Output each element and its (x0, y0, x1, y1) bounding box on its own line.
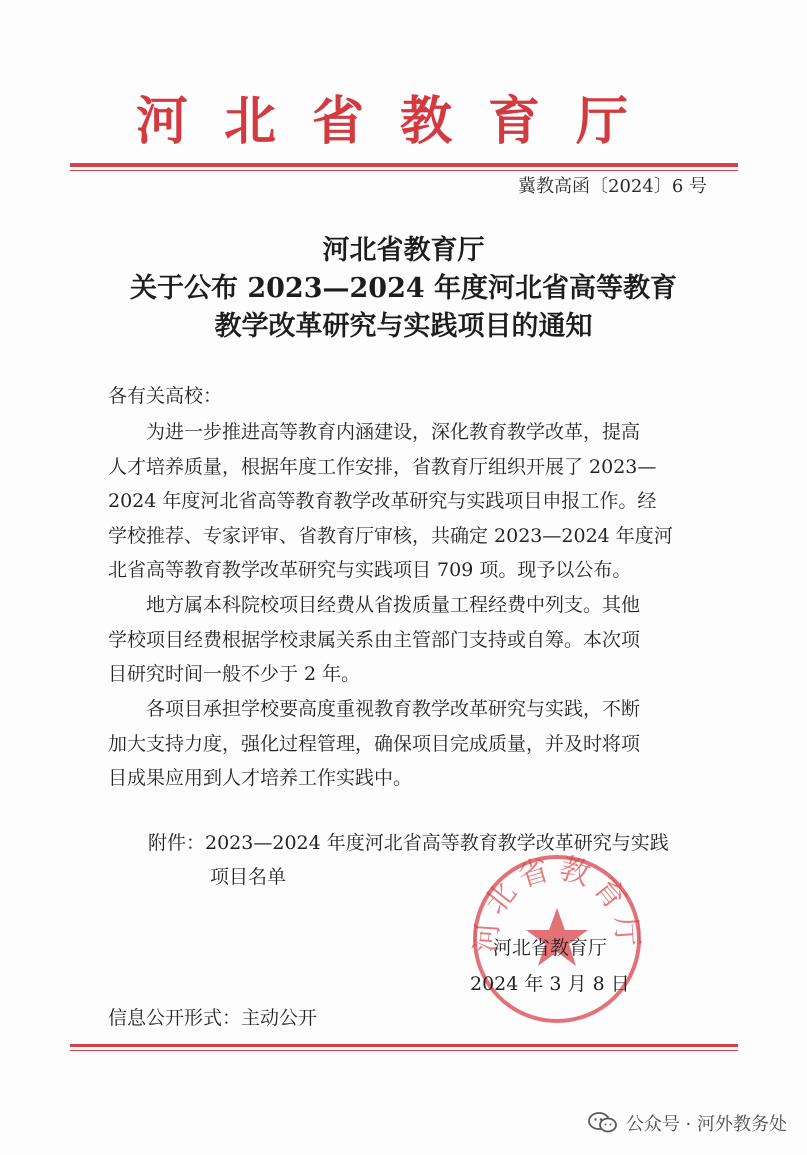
footer-rule-thick (70, 1044, 738, 1047)
attachment-line-1: 附件：2023—2024 年度河北省高等教育教学改革研究与实践 (148, 832, 669, 854)
signature-date: 2024 年 3 月 8 日 (470, 973, 630, 995)
paragraph-line: 北省高等教育教学改革研究与实践项目 709 项。现予以公布。 (108, 559, 632, 581)
paragraph-line: 人才培养质量，根据年度工作安排，省教育厅组织开展了 2023— (108, 455, 657, 478)
watermark-text: 公众号 · 河外教务处 (625, 1114, 787, 1135)
paragraph-line: 2024 年度河北省高等教育教学改革研究与实践项目申报工作。经 (108, 490, 657, 512)
signature-org: 河北省教育厅 (492, 937, 607, 959)
paragraph-line: 目研究时间一般不少于 2 年。 (108, 663, 361, 685)
paragraph-1 (108, 415, 708, 588)
paragraph-line: 为进一步推进高等教育内涵建设，深化教育教学改革，提高 (146, 421, 641, 443)
title-line-2: 关于公布 2023—2024 年度河北省高等教育 (129, 273, 678, 304)
seal-text: 河北省教育厅 (469, 850, 645, 954)
header-rule-thick (70, 163, 738, 167)
document-title (60, 232, 747, 346)
header-rule-thin (70, 170, 738, 171)
document-number: 冀教高函〔2024〕6 号 (518, 176, 707, 197)
attachment-line-2: 项目名单 (210, 866, 287, 888)
paragraph-line: 各项目承担学校要高度重视教育教学改革研究与实践，不断 (146, 698, 641, 720)
title-line-3: 教学改革研究与实践项目的通知 (214, 311, 593, 342)
paragraph-2 (108, 588, 708, 692)
paragraph-3 (108, 692, 708, 796)
footer-rule-thin (70, 1050, 738, 1051)
wechat-watermark (588, 1108, 787, 1138)
disclosure-form: 信息公开形式：主动公开 (108, 1007, 318, 1029)
masthead-title: 河北省教育厅 (135, 91, 664, 152)
paragraph-line: 学校推荐、专家评审、省教育厅审核，共确定 2023—2024 年度河 (108, 524, 673, 547)
paragraph-line: 学校项目经费根据学校隶属关系由主管部门支持或自筹。本次项 (108, 628, 641, 651)
salutation: 各有关高校： (108, 385, 223, 407)
wechat-icon (588, 1111, 618, 1135)
signature-block (470, 930, 630, 1002)
paragraph-line: 加大支持力度，强化过程管理，确保项目完成质量，并及时将项 (108, 732, 641, 755)
title-line-1: 河北省教育厅 (322, 235, 485, 266)
paragraph-line: 目成果应用到人才培养工作实践中。 (108, 767, 413, 789)
paragraph-line: 地方属本科院校项目经费从省拨质量工程经费中列支。其他 (146, 594, 641, 616)
